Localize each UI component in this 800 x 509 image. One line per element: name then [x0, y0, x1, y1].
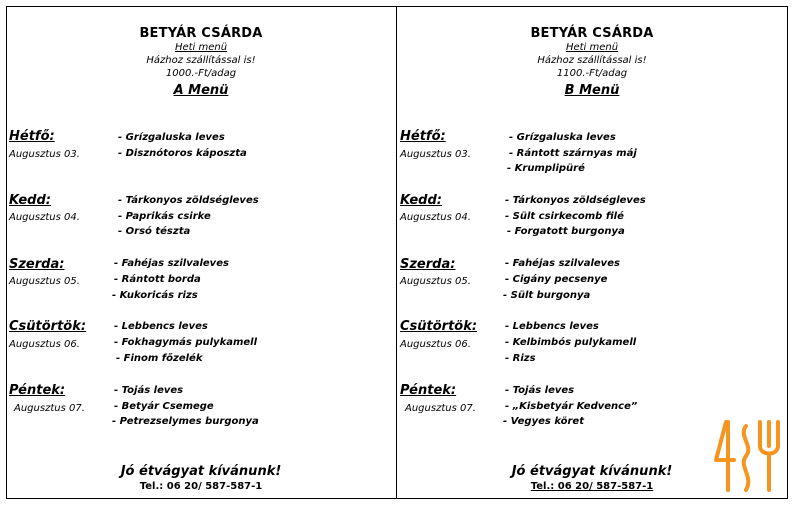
dish-item: - Rántott szárnyas máj	[509, 148, 637, 159]
day-date: Augusztus 03.	[9, 149, 80, 160]
dish-item: - Sült csirkecomb filé	[505, 211, 624, 222]
menu-b-header	[397, 26, 787, 98]
day-date: Augusztus 05.	[400, 276, 471, 287]
dish-item: - Lebbencs leves	[114, 321, 208, 332]
dish-item: - Forgatott burgonya	[507, 226, 625, 237]
menu-price: 1100.-Ft/adag	[556, 68, 628, 79]
day-label: Péntek:	[400, 383, 457, 398]
closing-wish: Jó étvágyat kívánunk!	[120, 464, 282, 479]
day-label: Csütörtök:	[9, 319, 87, 334]
day-label: Péntek:	[9, 383, 66, 398]
day-date: Augusztus 07.	[14, 403, 85, 414]
day-date: Augusztus 07.	[405, 403, 476, 414]
dish-item: - Rántott borda	[114, 274, 201, 285]
dish-item: - Tárkonyos zöldségleves	[505, 195, 646, 206]
menu-a-column	[6, 6, 396, 499]
day-label: Kedd:	[400, 193, 442, 208]
weekly-menu-label: Heti menü	[565, 42, 619, 53]
day-date: Augusztus 05.	[9, 276, 80, 287]
dish-item: - Cigány pecsenye	[505, 274, 608, 285]
dish-item: - Finom főzelék	[116, 353, 203, 364]
menu-name: A Menü	[173, 83, 229, 98]
day-label: Kedd:	[9, 193, 51, 208]
dish-item: - Kelbimbós pulykamell	[505, 337, 637, 348]
dish-item: - Lebbencs leves	[505, 321, 599, 332]
menu-price: 1000.-Ft/adag	[165, 68, 237, 79]
dish-item: - Paprikás csirke	[118, 211, 211, 222]
dish-item: - Krumplipüré	[507, 163, 585, 174]
dish-item: - Tojás leves	[114, 385, 184, 396]
cutlery-logo-icon	[712, 416, 782, 496]
dish-item: - Tárkonyos zöldségleves	[118, 195, 259, 206]
day-date: Augusztus 04.	[9, 212, 80, 223]
dish-item: - Rizs	[505, 353, 536, 364]
day-label: Szerda:	[9, 257, 65, 272]
day-label: Csütörtök:	[400, 319, 478, 334]
dish-item: - Fokhagymás pulykamell	[114, 337, 258, 348]
dish-item: - Disznótoros káposzta	[118, 148, 247, 159]
day-date: Augusztus 04.	[400, 212, 471, 223]
dish-item: - Kukoricás rizs	[112, 290, 198, 301]
dish-item: - Fahéjas szilvaleves	[505, 258, 620, 269]
restaurant-name: BETYÁR CSÁRDA	[139, 26, 263, 41]
weekly-menu-label: Heti menü	[174, 42, 228, 53]
restaurant-name: BETYÁR CSÁRDA	[530, 26, 654, 41]
day-date: Augusztus 06.	[400, 339, 471, 350]
dish-item: - Betyár Csemege	[114, 401, 214, 412]
dish-item: - Petrezselymes burgonya	[112, 416, 259, 427]
menu-name: B Menü	[564, 83, 620, 98]
dish-item: - „Kisbetyár Kedvence”	[505, 401, 638, 412]
day-label: Hétfő:	[9, 129, 55, 144]
day-date: Augusztus 06.	[9, 339, 80, 350]
dish-item: - Fahéjas szilvaleves	[114, 258, 229, 269]
phone-number: Tel.: 06 20/ 587-587-1	[139, 481, 263, 492]
dish-item: - Tojás leves	[505, 385, 575, 396]
dish-item: - Orsó tészta	[118, 226, 191, 237]
dish-item: - Vegyes köret	[503, 416, 584, 427]
dish-item: - Grízgaluska leves	[509, 132, 616, 143]
day-label: Hétfő:	[400, 129, 446, 144]
logo-strokes	[716, 422, 778, 490]
day-date: Augusztus 03.	[400, 149, 471, 160]
day-label: Szerda:	[400, 257, 456, 272]
menu-a-header	[6, 26, 396, 98]
delivery-note: Házhoz szállítással is!	[146, 55, 256, 66]
closing-wish: Jó étvágyat kívánunk!	[511, 464, 673, 479]
delivery-note: Házhoz szállítással is!	[537, 55, 647, 66]
dish-item: - Grízgaluska leves	[118, 132, 225, 143]
phone-number: Tel.: 06 20/ 587-587-1	[530, 481, 654, 492]
menu-a-footer	[6, 464, 396, 492]
dish-item: - Sült burgonya	[503, 290, 591, 301]
